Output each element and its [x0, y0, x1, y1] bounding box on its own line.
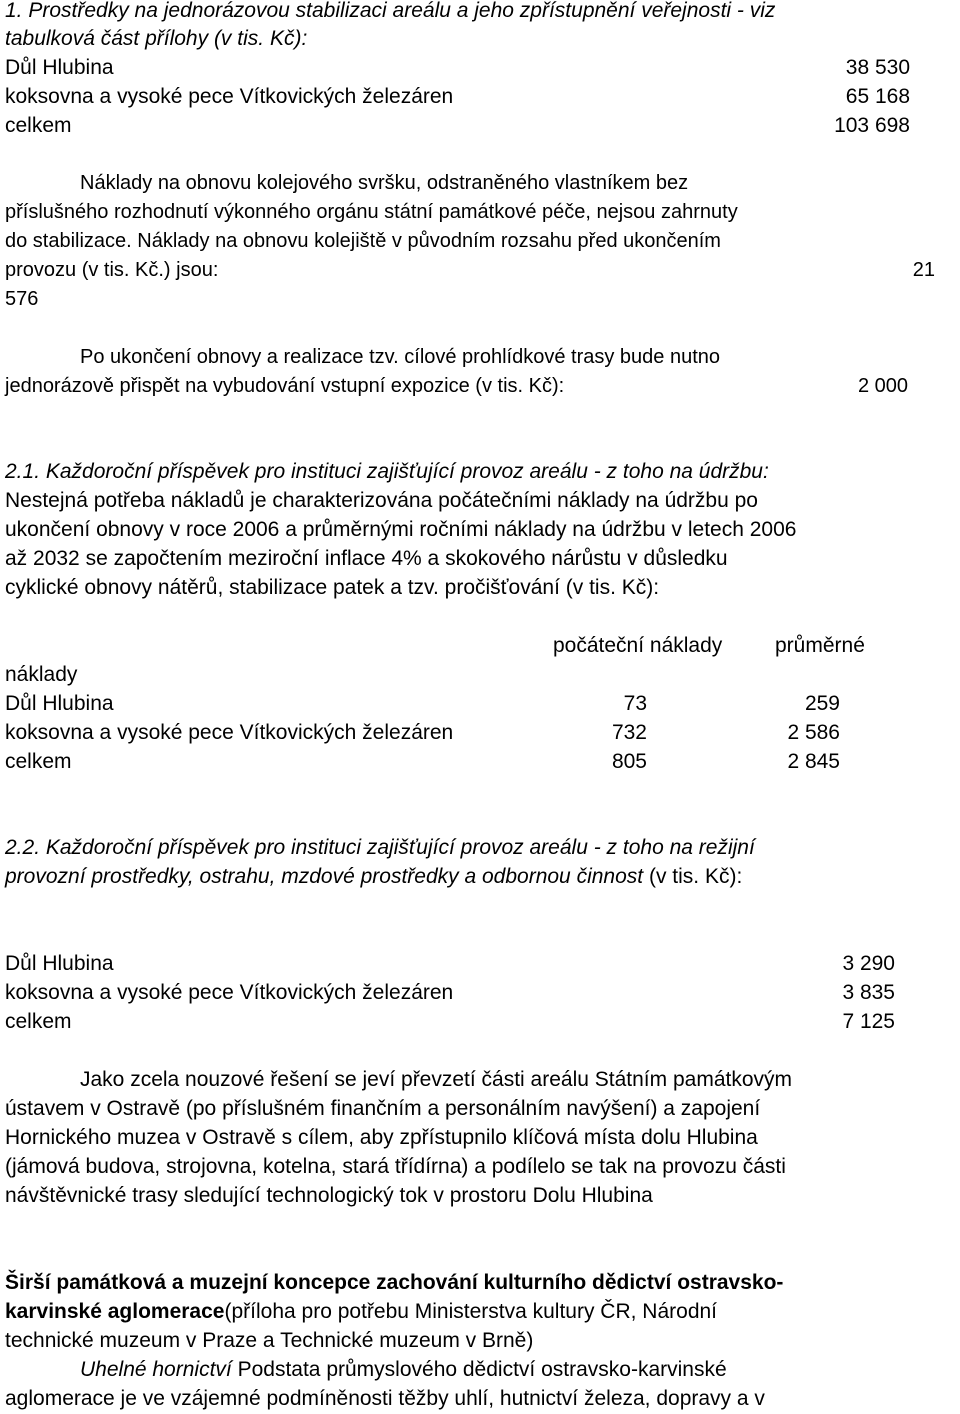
paragraph-line: jednorázově přispět na vybudování vstupní expozice (v tis. Kč): — [5, 375, 565, 397]
table-row-value: 7 125 — [842, 1010, 895, 1033]
subheading: Uhelné hornictví — [80, 1358, 232, 1381]
table-header-col1: počáteční náklady — [553, 634, 723, 657]
table-row-label: Důl Hlubina — [5, 952, 114, 975]
table-row-label: koksovna a vysoké pece Vítkovických železáren — [5, 721, 454, 744]
table-row-label: celkem — [5, 114, 72, 137]
table-cell: 2 586 — [787, 721, 840, 744]
table-cell: 73 — [623, 692, 647, 715]
table-row-label: celkem — [5, 750, 72, 773]
table-cell: 2 845 — [787, 750, 840, 773]
paragraph-line: 576 — [5, 288, 39, 310]
table-cell: 259 — [804, 692, 840, 715]
value-text: 21 — [912, 259, 935, 281]
table-header-wrap: náklady — [5, 663, 78, 686]
paragraph-line: příslušného rozhodnutí výkonného orgánu státní památkové péče, nejsou zahrnuty — [5, 201, 738, 223]
section22-heading-line2: provozní prostředky, ostrahu, mzdové prostředky a odbornou činnost (v tis. Kč): — [5, 865, 743, 888]
paragraph-line: až 2032 se započtením meziroční inflace 4% a skokového nárůstu v důsledku — [5, 547, 728, 570]
table-row-label: celkem — [5, 1010, 72, 1033]
section21-heading: 2.1. Každoroční příspěvek pro instituci zajišťující provoz areálu - z toho na údržbu: — [5, 460, 769, 483]
section1-heading-line1: 1. Prostředky na jednorázovou stabilizaci areálu a jeho zpřístupnění veřejnosti - viz — [5, 0, 776, 22]
paragraph-line: Uhelné hornictví Podstata průmyslového dědictví ostravsko-karvinské — [80, 1358, 727, 1381]
table-cell: 732 — [611, 721, 647, 744]
section22-heading-line1: 2.2. Každoroční příspěvek pro instituci zajišťující provoz areálu - z toho na režijní — [5, 836, 755, 859]
paragraph-line: technické muzeum v Praze a Technické muzeum v Brně) — [5, 1329, 534, 1352]
table-cell: 805 — [611, 750, 647, 773]
paragraph-line: Jako zcela nouzové řešení se jeví převzetí části areálu Státním památkovým — [80, 1068, 793, 1091]
paragraph-line: Nestejná potřeba nákladů je charakterizována počátečními náklady na údržbu po — [5, 489, 758, 512]
table-header-col2: průměrné — [775, 634, 865, 657]
table-row-value: 3 290 — [842, 952, 895, 975]
paragraph-line: ukončení obnovy v roce 2006 a průměrnými ročními náklady na údržbu v letech 2006 — [5, 518, 797, 541]
table-row-value: 103 698 — [834, 114, 910, 137]
value-text: 2 000 — [857, 375, 908, 397]
paragraph-line: Po ukončení obnovy a realizace tzv. cílové prohlídkové trasy bude nutno — [80, 346, 721, 368]
section3-heading-line1: Širší památková a muzejní koncepce zachování kulturního dědictví ostravsko- — [5, 1271, 784, 1294]
paragraph-line: Hornického muzea v Ostravě s cílem, aby zpřístupnilo klíčová místa dolu Hlubina — [5, 1126, 758, 1149]
paragraph-line: aglomerace je ve vzájemné podmíněnosti těžby uhlí, hutnictví železa, dopravy a v — [5, 1387, 765, 1410]
paragraph-line: (jámová budova, strojovna, kotelna, stará třídírna) a podílelo se tak na provozu části — [5, 1155, 786, 1178]
paragraph-line: Náklady na obnovu kolejového svršku, odstraněného vlastníkem bez — [80, 172, 689, 194]
table-row-label: Důl Hlubina — [5, 56, 114, 79]
table-row-label: koksovna a vysoké pece Vítkovických železáren — [5, 85, 454, 108]
table-row-value: 3 835 — [842, 981, 895, 1004]
table-row-label: Důl Hlubina — [5, 692, 114, 715]
paragraph-line: provozu (v tis. Kč.) jsou: — [5, 259, 219, 281]
table-row-value: 38 530 — [845, 56, 910, 79]
paragraph-line: cyklické obnovy nátěrů, stabilizace patek a tzv. pročišťování (v tis. Kč): — [5, 576, 660, 599]
paragraph-line: ústavem v Ostravě (po příslušném finančním a personálním navýšení) a zapojení — [5, 1097, 761, 1120]
section1-heading-line2: tabulková část přílohy (v tis. Kč): — [5, 27, 308, 50]
table-row-label: koksovna a vysoké pece Vítkovických železáren — [5, 981, 454, 1004]
paragraph-line: do stabilizace. Náklady na obnovu kolejiště v původním rozsahu před ukončením — [5, 230, 721, 252]
section3-heading-line2: karvinské aglomerace(příloha pro potřebu Ministerstva kultury ČR, Národní — [5, 1300, 718, 1323]
table-row-value: 65 168 — [845, 85, 910, 108]
paragraph-line: návštěvnické trasy sledující technologický tok v prostoru Dolu Hlubina — [5, 1184, 653, 1207]
